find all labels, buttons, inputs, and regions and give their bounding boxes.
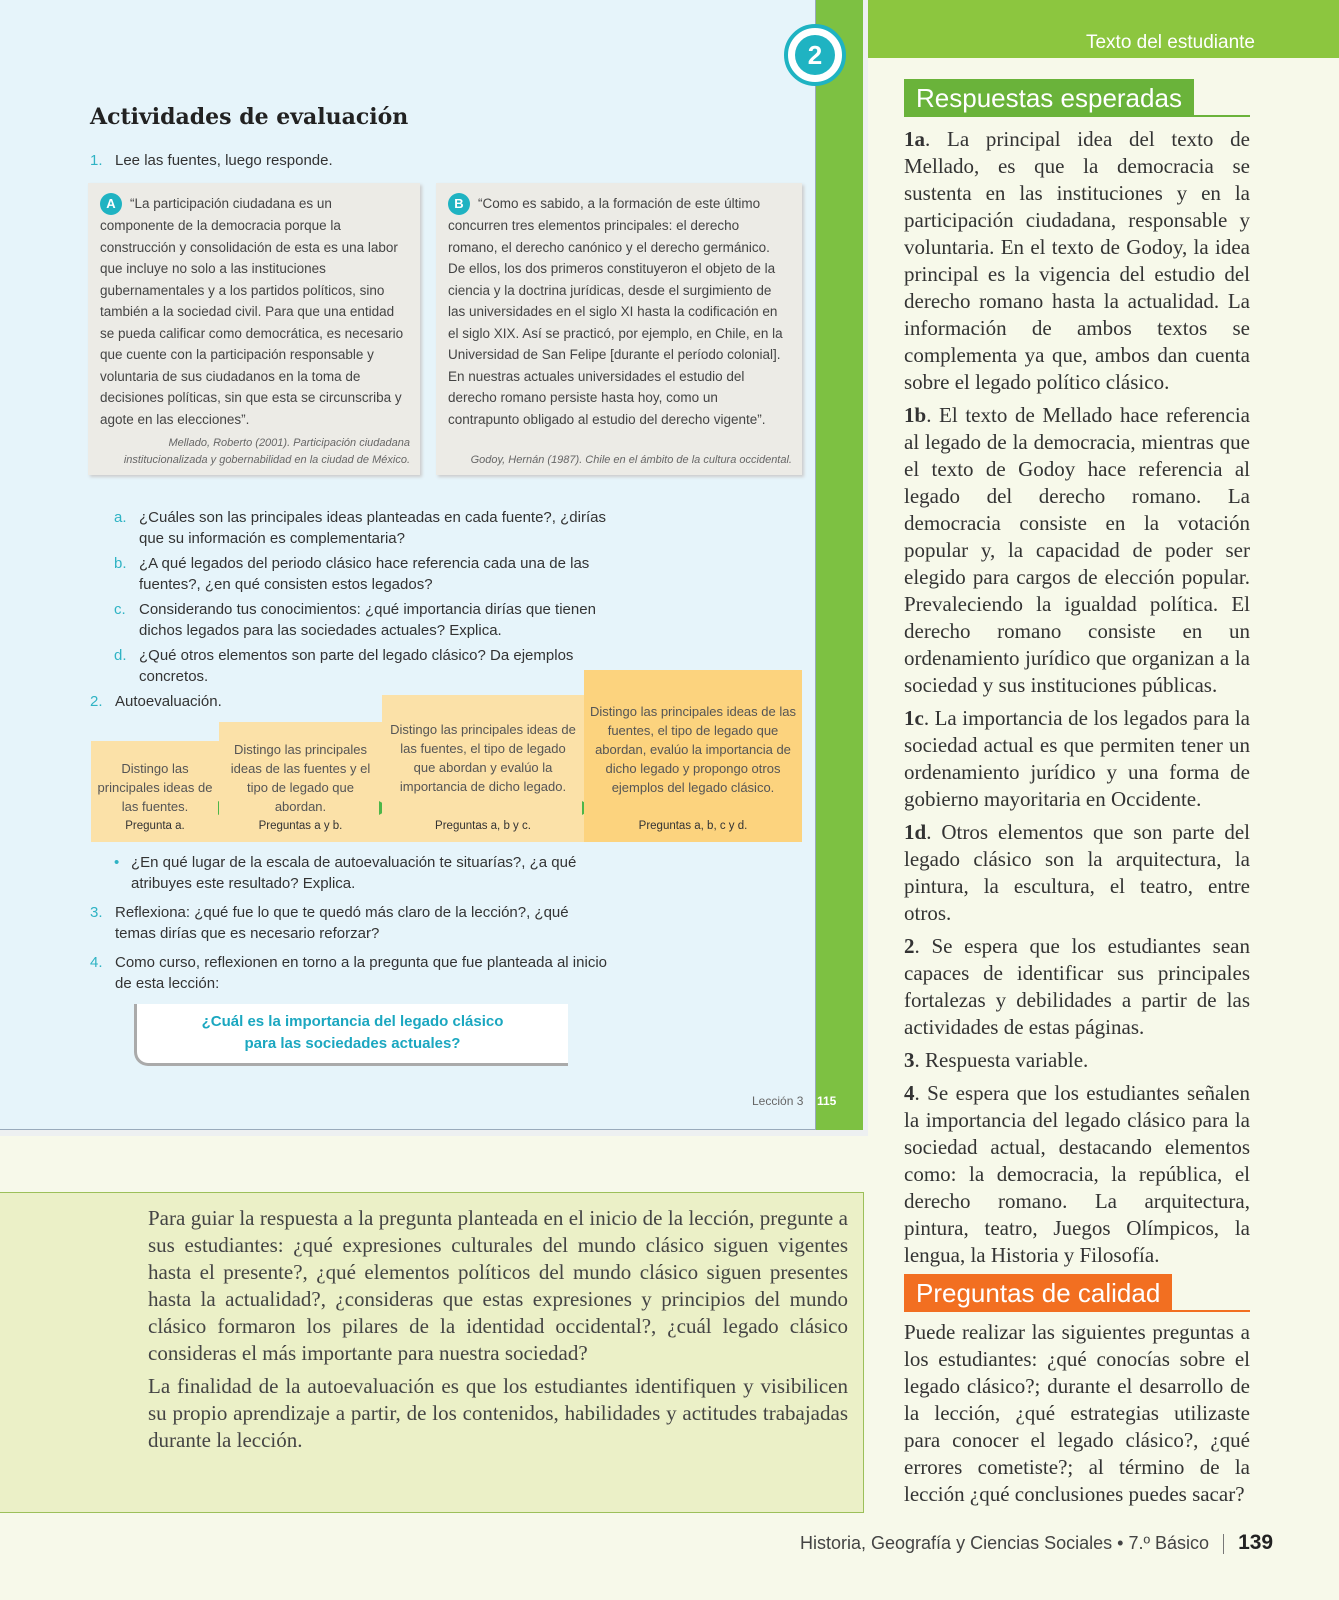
- answer-item: [904, 402, 1250, 699]
- question-number: 1.: [90, 152, 103, 169]
- step-questions: Preguntas a, b, c y d.: [638, 820, 748, 832]
- subquestion-c: [114, 599, 634, 641]
- answer-key: 2: [904, 934, 915, 958]
- step-text: Distingo las principales ideas de las fuentes, el tipo de legado que abordan y evalúo la importancia de dicho legado.: [390, 722, 576, 794]
- answer-item: [904, 933, 1250, 1041]
- answer-key: 1d: [904, 820, 927, 844]
- guide-paragraph: Para guiar la respuesta a la pregunta planteada en el inicio de la lección, pregunte a sus estudiantes: ¿qué expresiones culturales del mundo clásico siguen vigentes hasta el presente?, ¿qué elementos políticos del mundo clásico siguen presentes hasta la actualidad?, ¿consideras que estas expresiones y principios del mundo clásico formaron los pilares de la identidad occidental?, ¿cuál legado clásico consideras el más importante para nuestra sociedad?: [148, 1206, 848, 1365]
- subquestion-letter: d.: [114, 647, 127, 664]
- answer-item: [904, 819, 1250, 927]
- bullet-icon: •: [114, 854, 120, 871]
- question-number: 4.: [90, 954, 103, 971]
- question-text: Como curso, reflexionen en torno a la pregunta que fue planteada al inicio de esta lección:: [115, 954, 607, 992]
- answer-key: 1c: [904, 706, 924, 730]
- footer-divider: [1223, 1534, 1224, 1554]
- callout-line: ¿Cuál es la importancia del legado clásico: [201, 1013, 504, 1030]
- question-text: Reflexiona: ¿qué fue lo que te quedó más claro de la lección?, ¿qué temas dirías que es necesario reforzar?: [115, 904, 569, 942]
- selfeval-step-2: [219, 722, 382, 842]
- answer-text: . El texto de Mellado hace referencia al legado de la democracia, mientras que el texto de Godoy hace referencia al legado del derecho romano. La democracia consiste en la votación popular y, la capacidad de poder ser elegido para cargos de elección popular. Prevaleciendo la igualdad política. El derecho romano consiste en un ordenamiento jurídico que organizan a la sociedad y sus instituciones públicas.: [904, 403, 1250, 697]
- student-page: [0, 0, 816, 1130]
- step-questions: Preguntas a, b y c.: [435, 820, 531, 832]
- answer-key: 1a: [904, 127, 925, 151]
- reflection-bullet: [114, 852, 614, 894]
- subquestion-b: [114, 553, 634, 595]
- step-text: Distingo las principales ideas de las fuentes y el tipo de legado que abordan.: [230, 742, 371, 814]
- calidad-heading: Preguntas de calidad: [904, 1274, 1172, 1312]
- lesson-label: Lección 3: [752, 1094, 804, 1108]
- bullet-text: ¿En qué lugar de la escala de autoevaluación te situarías?, ¿a qué atribuyes este resultado? Explica.: [131, 854, 577, 892]
- subquestion-text: ¿A qué legados del periodo clásico hace referencia cada una de las fuentes?, ¿en qué consisten estos legados?: [139, 555, 590, 593]
- answer-item: [904, 1047, 1250, 1074]
- scan-page-number: 115: [817, 1094, 837, 1108]
- selfeval-step-1: [91, 741, 219, 842]
- step-questions: Pregunta a.: [125, 820, 185, 832]
- subquestion-a: [114, 507, 634, 549]
- lesson-number: 2: [795, 35, 835, 75]
- green-page-strip: [816, 0, 863, 1130]
- subquestion-text: ¿Cuáles son las principales ideas planteadas en cada fuente?, ¿dirías que su información es complementaria?: [139, 509, 606, 547]
- guide-paragraph: La finalidad de la autoevaluación es que los estudiantes identifiquen y visibilicen su propio aprendizaje a partir, de los contenidos, habilidades y actitudes trabajadas durante la lección.: [148, 1374, 848, 1452]
- heading-rule: [904, 115, 1250, 117]
- subquestion-text: Considerando tus conocimientos: ¿qué importancia dirías que tienen dichos legados para las sociedades actuales? Explica.: [139, 601, 596, 639]
- subquestion-letter: b.: [114, 555, 127, 572]
- answer-item: [904, 126, 1250, 396]
- selfeval-step-4: [584, 670, 802, 842]
- answer-key: 1b: [904, 403, 927, 427]
- respuestas-heading: Respuestas esperadas: [904, 79, 1194, 117]
- footer-subject: Historia, Geografía y Ciencias Sociales • 7.º Básico: [800, 1533, 1210, 1553]
- question-text: Autoevaluación.: [115, 693, 222, 710]
- answer-key: 3: [904, 1048, 915, 1072]
- page-footer: [800, 1531, 1273, 1555]
- textbook-page-image: [0, 0, 868, 1136]
- teacher-guide-box: [0, 1192, 864, 1513]
- lesson-number-badge: [784, 24, 846, 86]
- teacher-guide-text: [148, 1205, 848, 1460]
- source-text: “La participación ciudadana es un componente de la democracia porque la construcción y consolidación de esta es una labor que incluye no solo a las instituciones gubernamentales y a los partidos políticos, sino también a la sociedad civil. Para que una entidad se pueda calificar como democrática, es necesario que cuente con la participación responsable y voluntaria de sus ciudadanos en la toma de decisiones políticas, sin que esta se circunscriba y agote en las elecciones”.: [100, 196, 404, 427]
- source-a: [88, 183, 420, 475]
- source-text: “Como es sabido, a la formación de este último concurren tres elementos principales: el derecho romano, el derecho canónico y el derecho germánico. De ellos, los dos primeros constituyeron el objeto de la ciencia y la doctrina jurídicas, desde el surgimiento de las universidades en el siglo XI hasta la codificación en el siglo XIX. Así se practicó, por ejemplo, en Chile, en la Universidad de San Felipe [durante el período colonial]. En nuestras actuales universidades el estudio del derecho romano persiste hasta hoy, como un contrapunto obligado al estudio del derecho vigente”.: [448, 196, 783, 427]
- question-number: 2.: [90, 693, 103, 710]
- answer-text: . Se espera que los estudiantes señalen la importancia del legado clásico para la sociedad actual, destacando elementos como: la democracia, la república, el derecho romano. La arquitectura, pintura, teatro, Juegos Olímpicos, la lengua, la Historia y Filosofía.: [904, 1081, 1250, 1267]
- answer-text: . Respuesta variable.: [914, 1048, 1089, 1072]
- calidad-text: Puede realizar las siguientes preguntas a los estudiantes: ¿qué conocías sobre el legado clásico?; durante el desarrollo de la lección, ¿qué estrategias utilizaste para conocer el legado clásico?, ¿qué errores cometiste?; al término de la lección ¿qué conclusiones puedes sacar?: [904, 1320, 1250, 1506]
- calidad-body: [904, 1319, 1250, 1514]
- subquestion-letter: c.: [114, 601, 126, 618]
- subquestion-letter: a.: [114, 509, 127, 526]
- subquestion-text: ¿Qué otros elementos son parte del legado clásico? Da ejemplos concretos.: [139, 647, 574, 685]
- selfeval-step-3: [382, 695, 584, 842]
- question-text: Lee las fuentes, luego responde.: [115, 152, 333, 169]
- answer-text: . Se espera que los estudiantes sean capaces de identificar sus principales fortalezas y debilidades a partir de las actividades de estas páginas.: [904, 934, 1250, 1039]
- source-badge: B: [448, 193, 470, 215]
- callout-line: para las sociedades actuales?: [244, 1035, 461, 1052]
- footer-page-number: 139: [1238, 1531, 1274, 1554]
- step-text: Distingo las principales ideas de las fuentes, el tipo de legado que abordan, evalúo la importancia de dicho legado y propongo otros ejemplos del legado clásico.: [590, 704, 796, 795]
- answer-key: 4: [904, 1081, 915, 1105]
- header-bar: [868, 0, 1339, 58]
- answer-text: . La importancia de los legados para la sociedad actual es que permiten tener un ordenamiento jurídico y una forma de gobierno mayoritaria en Occidente.: [904, 706, 1250, 811]
- answer-item: [904, 1080, 1250, 1269]
- question-3: [90, 902, 610, 944]
- answer-text: . La principal idea del texto de Mellado, es que la democracia se sustenta en las instituciones y en la participación ciudadana, responsable y voluntaria. En el texto de Godoy, la idea principal es la vigencia del estudio del derecho romano hasta la actualidad. La información de ambos textos se complementa ya que, ambos dan cuenta sobre el legado político clásico.: [904, 127, 1250, 394]
- heading-rule: [904, 1310, 1250, 1312]
- question-number: 3.: [90, 904, 103, 921]
- step-questions: Preguntas a y b.: [258, 820, 343, 832]
- source-citation: Mellado, Roberto (2001). Participación ciudadana institucionalizada y gobernabilidad en la ciudad de México.: [123, 437, 410, 466]
- answer-item: [904, 705, 1250, 813]
- answer-text: . Otros elementos que son parte del legado clásico son la arquitectura, la pintura, la escultura, el teatro, entre otros.: [904, 820, 1250, 925]
- source-citation: Godoy, Hernán (1987). Chile en el ámbito de la cultura occidental.: [470, 454, 792, 466]
- subquestion-d: [114, 645, 634, 687]
- lesson-question-callout: [134, 1004, 568, 1066]
- question-4: [90, 952, 610, 994]
- respuestas-body: [904, 126, 1250, 1275]
- source-b: [436, 183, 802, 475]
- header-label: Texto del estudiante: [1085, 32, 1255, 53]
- step-text: Distingo las principales ideas de las fuentes.: [97, 761, 213, 814]
- activities-title: Actividades de evaluación: [90, 104, 409, 130]
- source-badge: A: [100, 193, 122, 215]
